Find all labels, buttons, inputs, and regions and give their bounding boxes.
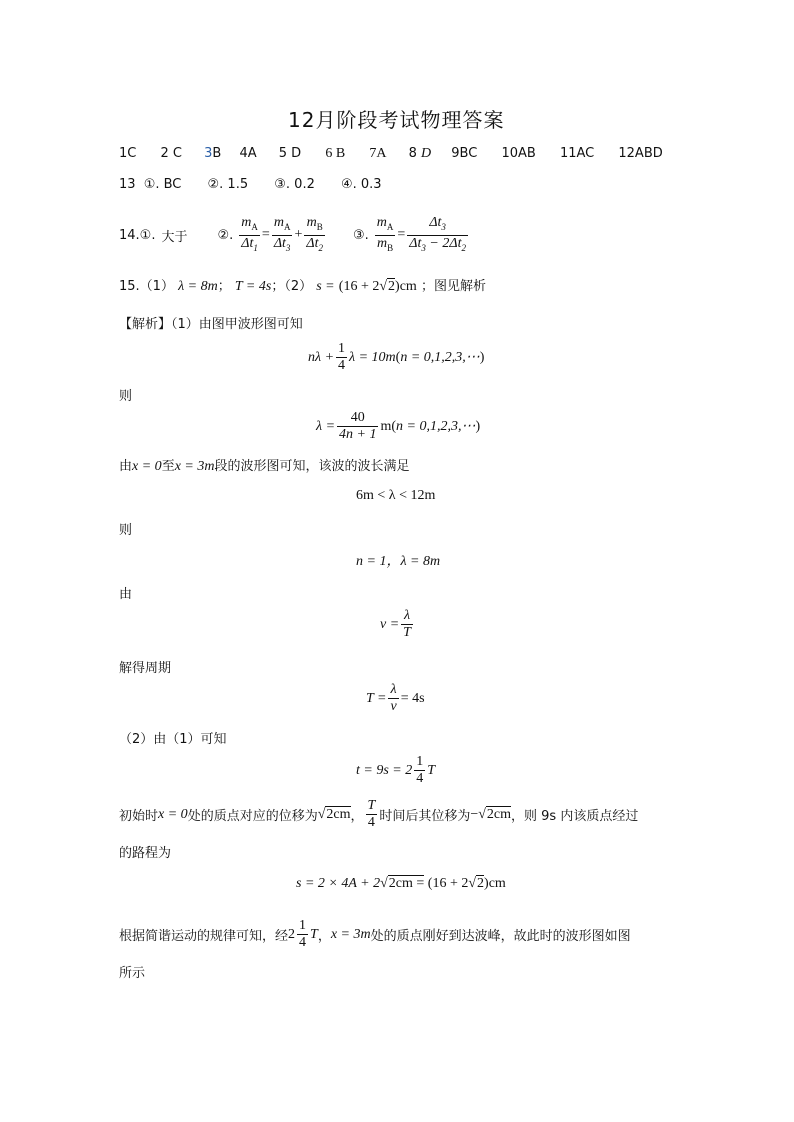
answer-10: 10AB: [501, 146, 536, 161]
analysis-p8: 初始时 x = 0 处的质点对应的位移为 √2cm ， $\frac{T}{4}$ 时间后其位移为 − √2cm ，则 9s 内该质点经过: [119, 798, 639, 830]
eq-1: nλ + $\frac{1}{4}$ λ = 10m ( n = 0,1,2,3,⋯ ): [308, 341, 485, 373]
p3-e: 段的波形图可知，该波的波长满足: [214, 459, 410, 474]
eq-6: T = $\frac{\lambda}{v}$ = 4s: [366, 682, 425, 714]
answer-8-letter: D: [421, 146, 432, 161]
p8-e: 时间后其位移为: [379, 809, 471, 824]
analysis-p10: 根据简谐运动的规律可知，经 2 $\frac{1}{4}$ T ， x = 3m 处的质点刚好到达波峰，故此时的波形图如图: [119, 918, 631, 950]
eq-9: s = 2 × 4A + 2√2cm = (16 + 2√2)cm: [296, 876, 506, 891]
answer-7: 7A: [369, 146, 387, 161]
eq-9-d: cm: [488, 876, 506, 891]
p10-b: 2: [288, 926, 296, 942]
analysis-p11: 所示: [119, 966, 146, 981]
sqrt-icon: √: [380, 876, 388, 891]
q15-summary: [119, 275, 486, 295]
q13-item-2: ②. 1.5: [207, 177, 249, 192]
eq-1-tail: λ = 10m: [349, 349, 396, 365]
analysis-p7: （2）由（1）可知: [119, 732, 227, 747]
eq-5: v = $\frac{\lambda}{T}$: [380, 608, 411, 640]
analysis-p2: 则: [119, 389, 133, 404]
answer-11: 11AC: [559, 146, 595, 161]
q13-item-1: ①. BC: [143, 177, 182, 192]
q15-sep-1: ；: [217, 279, 231, 294]
analysis-p6: 解得周期: [119, 661, 172, 676]
p8-f: −: [470, 806, 479, 822]
answer-3-number: 3: [204, 146, 213, 161]
answer-9: 9BC: [451, 146, 478, 161]
analysis-p5: 由: [119, 587, 133, 602]
q13-answers: [119, 177, 382, 192]
answer-2: 2 C: [160, 146, 182, 161]
p8-b: x = 0: [158, 806, 188, 822]
q13-item-3: ③. 0.2: [274, 177, 315, 192]
p3-c: 至: [161, 459, 175, 474]
answer-5: 5 D: [278, 146, 302, 161]
p8-h: ，则 9s 内该质点经过: [511, 809, 639, 824]
q14-formula-3: $\frac{m_A}{m_B}$ = $\frac{\Delta t_3}{\Delta t_3 - 2\Delta t_2}$: [376, 215, 466, 253]
eq-2-range: n = 0,1,2,3,⋯: [396, 419, 476, 434]
p3-a: 由: [119, 459, 133, 474]
eq-9-c: 16 + 2: [432, 876, 469, 891]
q14-answers: [119, 215, 470, 256]
answer-4: 4A: [239, 146, 257, 161]
q15-s-unit: cm: [399, 279, 417, 294]
answer-3-letter: B: [212, 146, 222, 161]
p8-sqrt-1: √2cm: [317, 806, 351, 822]
eq-3: 6m < λ < 12m: [356, 488, 436, 503]
sqrt-icon: √: [478, 806, 486, 822]
q15-tail: ；图见解析: [420, 279, 486, 294]
p10-e: 处的质点刚好到达波峰，故此时的波形图如图: [370, 929, 631, 944]
p10-a: 根据简谐运动的规律可知，经: [119, 929, 289, 944]
p10-d: x = 3m: [330, 926, 371, 942]
p8-sqrt-2: √2cm: [478, 806, 512, 822]
eq-9-b: 2cm =: [388, 876, 425, 891]
q15-s-paren: (16 + 2√2): [338, 279, 400, 294]
answer-1: 1C: [119, 146, 137, 161]
sqrt-icon: √: [317, 806, 326, 822]
q15-period: T = 4s: [234, 279, 272, 294]
eq-1-range: n = 0,1,2,3,⋯: [400, 350, 480, 365]
analysis-p9: 的路程为: [119, 846, 172, 861]
q14-answer-1: 大于: [161, 229, 188, 245]
q13-label: 13: [119, 177, 136, 192]
p8-c: 处的质点对应的位移为: [187, 809, 318, 824]
eq-6-tail: = 4s: [400, 690, 425, 706]
q15-sep-2: ；（2）: [271, 279, 313, 294]
q14-circle-2: ②.: [217, 227, 234, 243]
sqrt-icon: √: [468, 876, 477, 891]
analysis-p1: 【解析】（1）由图甲波形图可知: [119, 317, 303, 332]
eq-2-den: 4n + 1: [339, 427, 377, 442]
q13-item-4: ④. 0.3: [340, 177, 382, 192]
sqrt-icon: √: [379, 279, 388, 294]
q15-s-val: 16 + 2: [343, 279, 380, 294]
q14-formula-2: $\frac{m_A}{\Delta t_1}$ = $\frac{m_A}{\Delta t_3}$ + $\frac{m_B}{\Delta t_2}$: [241, 215, 323, 253]
analysis-p3: [119, 455, 410, 475]
p3-d: x = 3m: [174, 459, 215, 474]
eq-7-text: t = 9s = 2: [356, 762, 413, 778]
eq-7: t = 9s = 2 $\frac{1}{4}$ T: [356, 754, 436, 786]
eq-2-num: 40: [337, 410, 378, 427]
page-title: 12月阶段考试物理答案: [288, 108, 505, 132]
answers-line-1: [119, 146, 663, 162]
q14-label: 14.①.: [119, 227, 156, 243]
p8-a: 初始时: [119, 809, 159, 824]
q15-s-pre: s =: [316, 279, 335, 294]
p3-b: x = 0: [132, 459, 162, 474]
answer-12: 12ABD: [618, 146, 663, 161]
q15-label: 15.（1）: [119, 279, 174, 294]
eq-9-a: s = 2 × 4A + 2: [296, 876, 381, 891]
p10-c: ，: [317, 929, 331, 944]
q15-lambda: λ = 8m: [178, 279, 218, 294]
q14-circle-3: ③.: [352, 227, 369, 243]
eq-4: n = 1，λ = 8m: [356, 554, 441, 569]
answer-6: 6 B: [325, 146, 346, 161]
analysis-p4: 则: [119, 523, 133, 538]
answer-8-number: 8: [408, 146, 421, 161]
eq-2: λ = $\frac{40}{4n + 1}$ m( n = 0,1,2,3,⋯ ): [316, 410, 481, 442]
